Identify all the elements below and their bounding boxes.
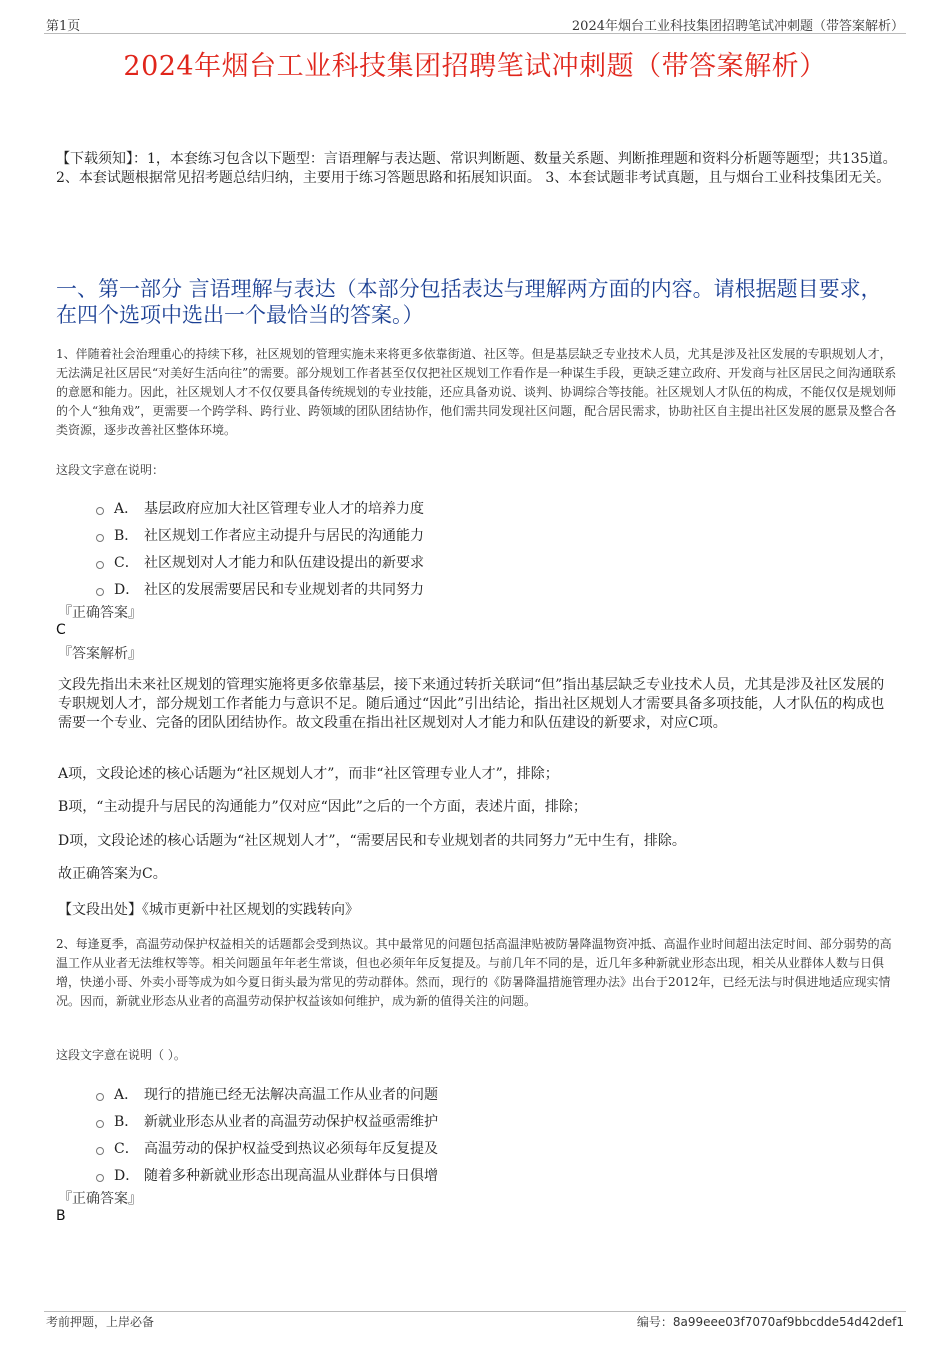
footer-code [637,1313,904,1330]
option-text: 社区的发展需要居民和专业规划者的共同努力 [144,581,424,598]
footer-divider [44,1311,906,1312]
question-1-option-a[interactable] [96,494,424,521]
option-text: 基层政府应加大社区管理专业人才的培养力度 [144,500,424,517]
radio-button-icon[interactable] [96,588,104,596]
download-notice: 【下载须知】：1，本套练习包含以下题型：言语理解与表达题、常识判断题、数量关系题、判断推理题和资料分析题等题型；共135道。 2、本套试题根据常见招考题总结归纳，主要用于练习答题思路和拓展知识面。 3、本套试题非考试真题，且与烟台工业科技集团无关。 [56,151,897,186]
question-1-stem: 1、伴随着社会治理重心的持续下移，社区规划的管理实施未来将更多依靠街道、社区等。但是基层缺乏专业技术人员，尤其是涉及社区发展的专职规划人才，无法满足社区居民“对美好生活向往”的需要。部分规划工作者甚至仅仅把社区规划工作看作是一种谋生手段，更缺乏建立政府、开发商与社区居民之间沟通联系的意愿和能力。因此，社区规划人才不仅仅要具备传统规划的专业技能，还应具备劝说、谈判、协调综合等技能。社区规划人才队伍的构成，不能仅仅是规划师的个人“独角戏”，更需要一个跨学科、跨行业、跨领域的团队团结协作，他们需共同发现社区问题，配合居民需求，协助社区自主提出社区发展的愿景及整合各类资源，逐步改善社区整体环境。 [56,347,897,437]
question-1-option-c[interactable] [96,548,424,575]
question-2-answer-label: 『正确答案』 [58,1191,142,1207]
question-2-stem: 2、每逢夏季，高温劳动保护权益相关的话题都会受到热议。其中最常见的问题包括高温津贴被防暑降温物资冲抵、高温作业时间超出法定时间、部分弱势的高温工作从业者无法维权等等。相关问题虽年年老生常谈，但也必须年年反复提及。与前几年不同的是，近几年多种新就业形态出现，相关从业群体人数与日俱增，快递小哥、外卖小哥等成为如今夏日街头最为常见的劳动群体。然而，现行的《防暑降温措施管理办法》出台于2012年，已经无法与时俱进地适应现实情况。因而，新就业形态从业者的高温劳动保护权益该如何维护，成为新的值得关注的问题。 [56,937,892,1008]
question-1-option-b[interactable] [96,521,424,548]
option-text: 高温劳动的保护权益受到热议必须每年反复提及 [144,1140,438,1157]
option-text: 随着多种新就业形态出现高温从业群体与日俱增 [144,1167,438,1184]
option-text: 现行的措施已经无法解决高温工作从业者的问题 [144,1086,438,1103]
question-1-answer-label: 『正确答案』 [58,605,142,621]
radio-button-icon[interactable] [96,1147,104,1155]
question-1-analysis-b: B项，“主动提升与居民的沟通能力”仅对应“因此”之后的一个方面，表述片面，排除； [58,799,587,815]
option-letter: D． [114,581,140,598]
section-heading: 一、第一部分 言语理解与表达（本部分包括表达与理解两方面的内容。请根据题目要求，在四个选项中选出一个最恰当的答案。） [56,277,882,327]
option-text: 社区规划对人才能力和队伍建设提出的新要求 [144,554,424,571]
radio-button-icon[interactable] [96,507,104,515]
question-1-prompt: 这段文字意在说明： [56,463,165,477]
footer-code-label: 编号： [636,1315,673,1329]
footer-code-value: 8a99eee03f7070af9bbcdde54d42def1 [672,1315,904,1329]
option-letter: B． [114,1113,139,1130]
question-2-options [96,1080,438,1188]
question-1-analysis-a: A项，文段论述的核心话题为“社区规划人才”，而非“社区管理专业人才”，排除； [58,766,559,782]
question-1-analysis-label: 『答案解析』 [58,646,142,662]
question-2-answer: B [56,1208,66,1224]
page-title: 2024年烟台工业科技集团招聘笔试冲刺题（带答案解析） [123,51,827,82]
header-page-number: 第1页 [46,19,81,34]
question-1-analysis-d: D项，文段论述的核心话题为“社区规划人才”，“需要居民和专业规划者的共同努力”无中生有，排除。 [58,833,686,849]
question-2-option-b[interactable] [96,1107,438,1134]
option-letter: D． [114,1167,140,1184]
question-1-conclusion: 故正确答案为C。 [58,866,167,882]
header-doc-title: 2024年烟台工业科技集团招聘笔试冲刺题（带答案解析） [571,19,904,34]
question-1-source: 【文段出处】《城市更新中社区规划的实践转向》 [58,902,359,918]
question-2-prompt: 这段文字意在说明（ ）。 [56,1048,186,1062]
radio-button-icon[interactable] [96,561,104,569]
question-1-answer: C [56,622,66,638]
radio-button-icon[interactable] [96,1093,104,1101]
question-1-analysis: 文段先指出未来社区规划的管理实施将更多依靠基层，接下来通过转折关联词“但”指出基层缺乏专业技术人员，尤其是涉及社区发展的专职规划人才，部分规划工作者能力与意识不足。随后通过“因此”引出结论，指出社区规划人才需要具备多项技能，人才队伍的构成也需要一个专业、完备的团队团结协作。故文段重在指出社区规划对人才能力和队伍建设的新要求，对应C项。 [58,677,885,731]
question-1-options [96,494,424,602]
question-2-option-a[interactable] [96,1080,438,1107]
radio-button-icon[interactable] [96,534,104,542]
option-letter: A． [114,1086,139,1103]
question-1-option-d[interactable] [96,575,424,602]
option-letter: A． [114,500,139,517]
radio-button-icon[interactable] [96,1120,104,1128]
option-letter: C． [114,554,139,571]
option-letter: C． [114,1140,139,1157]
header-divider [44,33,906,34]
question-2-option-c[interactable] [96,1134,438,1161]
footer-slogan: 考前押题，上岸必备 [46,1315,155,1329]
option-letter: B． [114,527,139,544]
radio-button-icon[interactable] [96,1174,104,1182]
option-text: 新就业形态从业者的高温劳动保护权益亟需维护 [144,1113,438,1130]
option-text: 社区规划工作者应主动提升与居民的沟通能力 [144,527,424,544]
question-2-option-d[interactable] [96,1161,438,1188]
